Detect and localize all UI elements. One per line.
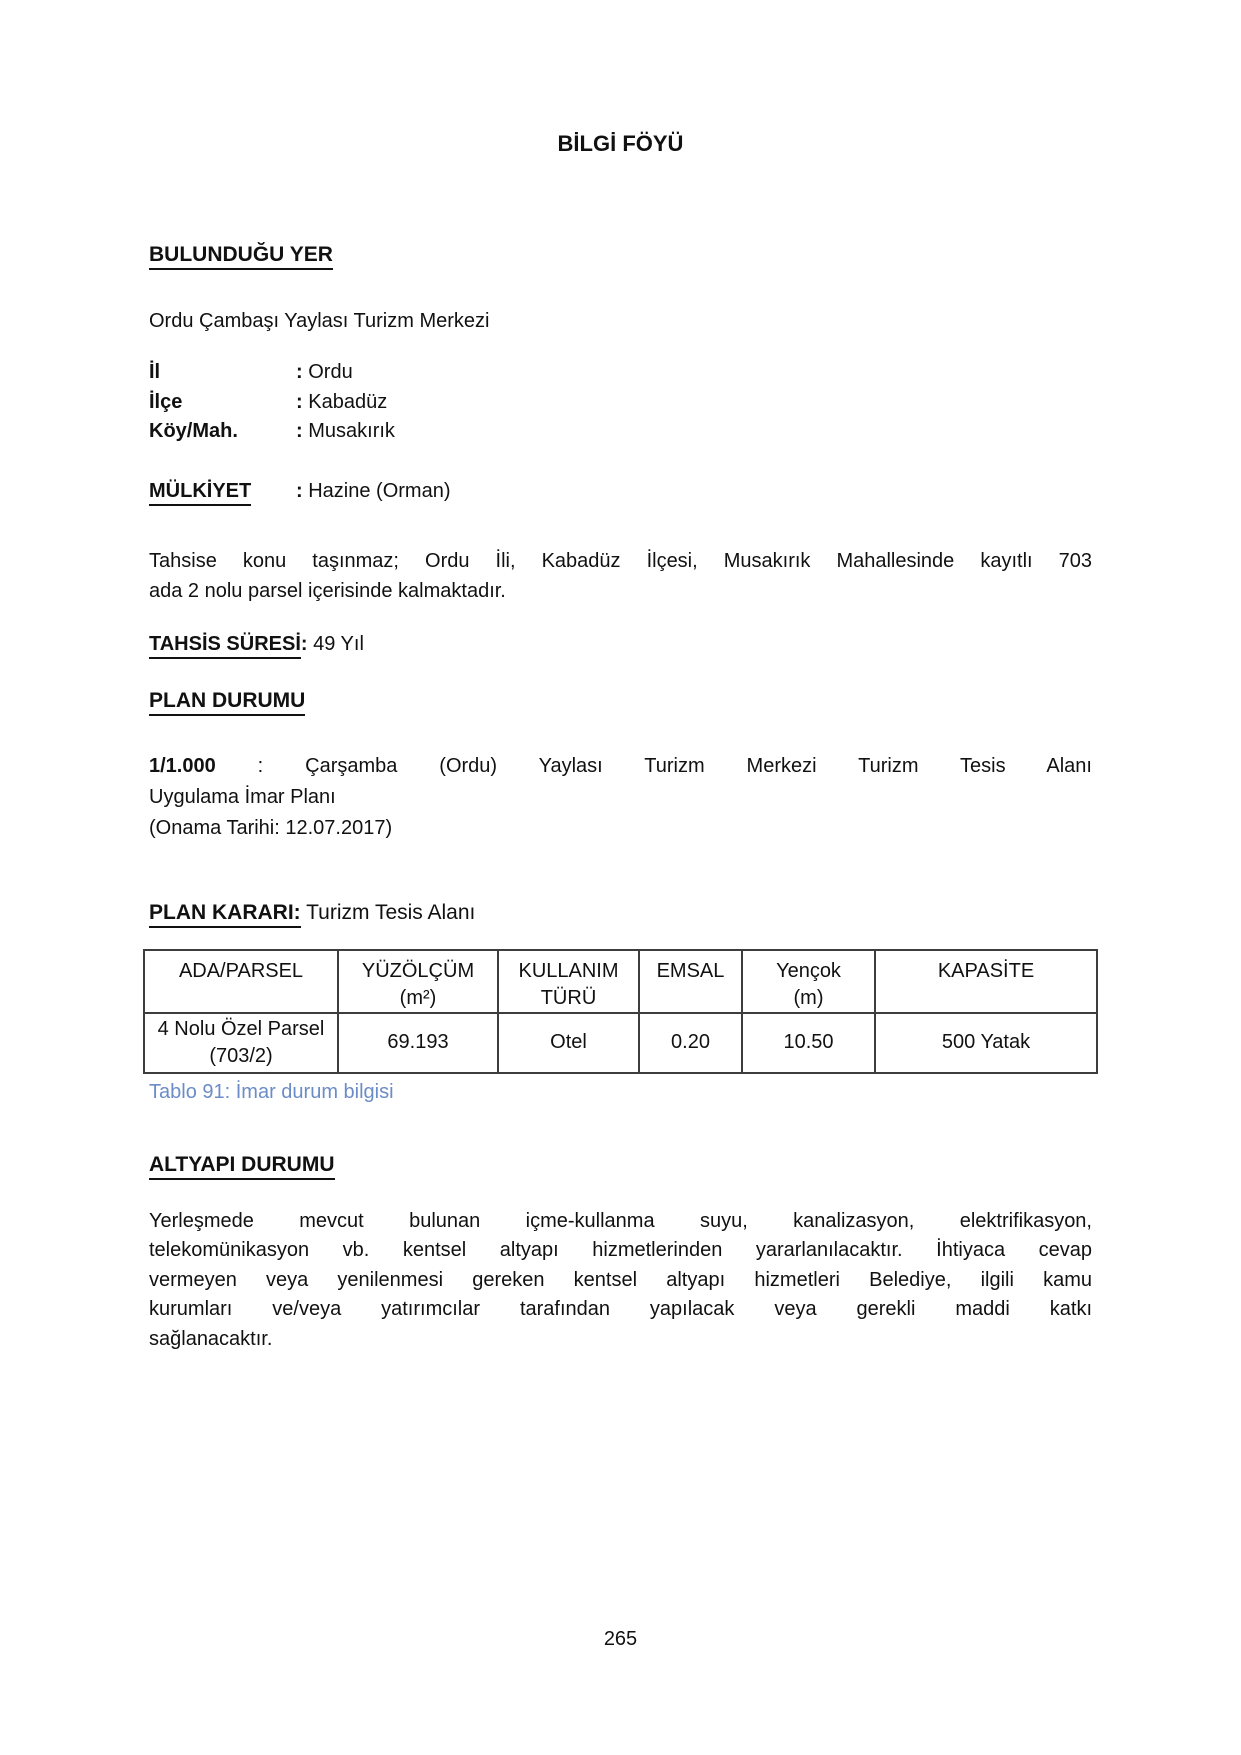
cell-ada-parsel: 4 Nolu Özel Parsel (703/2) [144,1013,338,1073]
table-data-row [144,1013,1097,1073]
col-header-yencok: Yençok (m) [742,950,875,1013]
colon: : [296,361,303,383]
location-row-koy-mah [149,417,1092,447]
plan-durumu-heading: PLAN DURUMU [149,689,305,716]
cell-kullanim-turu: Otel [498,1013,639,1073]
colon: : [296,479,303,502]
section-bulundugu-yer [149,243,1092,270]
allocation-row [149,629,1092,659]
plan-scale-label: 1/1.000 [149,754,216,777]
location-label-ilce: İlçe [149,390,183,413]
location-value-koy-mah: Musakırık [308,420,395,442]
plan-scale-paragraph [149,751,1092,844]
location-label-koy-mah: Köy/Mah. [149,420,238,442]
page-number: 265 [603,1628,638,1650]
plan-decision-value: Turizm Tesis Alanı [306,900,476,924]
infrastructure-paragraph: Yerleşmede mevcut bulunan içme-kullanma suyu, kanalizasyon, elektrifikasyon, telekomünikasyon vb. kentsel altyapı hizmetlerinden yararlanılacaktır. İhtiyaca cevap vermeyen veya yenilenmesi gereken kentsel altyapı hizmetleri Belediye, ilgili kamu kurumları ve/veya yatırımcılar tarafından yapılacak veya gerekli maddi katkı sağlanacaktır. [149,1209,1092,1350]
col-header-ada-parsel: ADA/PARSEL [144,950,338,1013]
section-altyapi-durumu [149,1153,1092,1180]
plan-scale-line3: (Onama Tarihi: 12.07.2017) [149,816,393,839]
col-header-kapasite: KAPASİTE [875,950,1097,1013]
ownership-note-paragraph: Tahsise konu taşınmaz; Ordu İli, Kabadüz İlçesi, Musakırık Mahallesinde kayıtlı 703 ada 2 nolu parsel içerisinde kalmaktadır. [149,549,1092,602]
bulundugu-yer-heading: BULUNDUĞU YER [149,243,333,270]
location-row-il [149,358,1092,388]
col-header-kullanim-turu: KULLANIM TÜRÜ [498,950,639,1013]
ownership-row [149,476,1092,506]
plan-scale-line2: Uygulama İmar Planı [149,785,336,808]
page-title: BİLGİ FÖYÜ [557,131,684,156]
location-name-line: Ordu Çambaşı Yaylası Turizm Merkezi [149,310,490,332]
plan-scale-line1-rest: : Çarşamba (Ordu) Yaylası Turizm Merkezi Turizm Tesis Alanı [257,754,1092,777]
location-value-il: Ordu [308,361,353,383]
location-row-ilce [149,388,1092,418]
location-label-il: İl [149,361,161,383]
table-header-row [144,950,1097,1013]
ownership-value: Hazine (Orman) [308,479,451,502]
cell-yencok: 10.50 [742,1013,875,1073]
zoning-table [143,949,1098,1074]
location-value-ilce: Kabadüz [308,390,388,413]
allocation-value: 49 Yıl [313,632,364,655]
section-plan-durumu [149,689,1092,716]
plan-decision-row [149,901,1092,928]
table-caption: Tablo 91: İmar durum bilgisi [149,1080,394,1103]
colon: : [296,390,303,413]
colon: : [300,632,308,655]
ownership-label: MÜLKİYET [149,479,251,506]
allocation-label: TAHSİS SÜRESİ [149,632,301,659]
ownership-label-wrap [149,476,296,506]
colon: : [296,420,303,442]
cell-yuzolcum: 69.193 [338,1013,498,1073]
location-rows [149,358,1092,447]
col-header-emsal: EMSAL [639,950,742,1013]
col-header-yuzolcum: YÜZÖLÇÜM (m²) [338,950,498,1013]
plan-decision-label: PLAN KARARI: [149,901,301,928]
cell-kapasite: 500 Yatak [875,1013,1097,1073]
cell-emsal: 0.20 [639,1013,742,1073]
altyapi-durumu-heading: ALTYAPI DURUMU [149,1153,335,1180]
plan-scale-line1 [149,751,1092,782]
